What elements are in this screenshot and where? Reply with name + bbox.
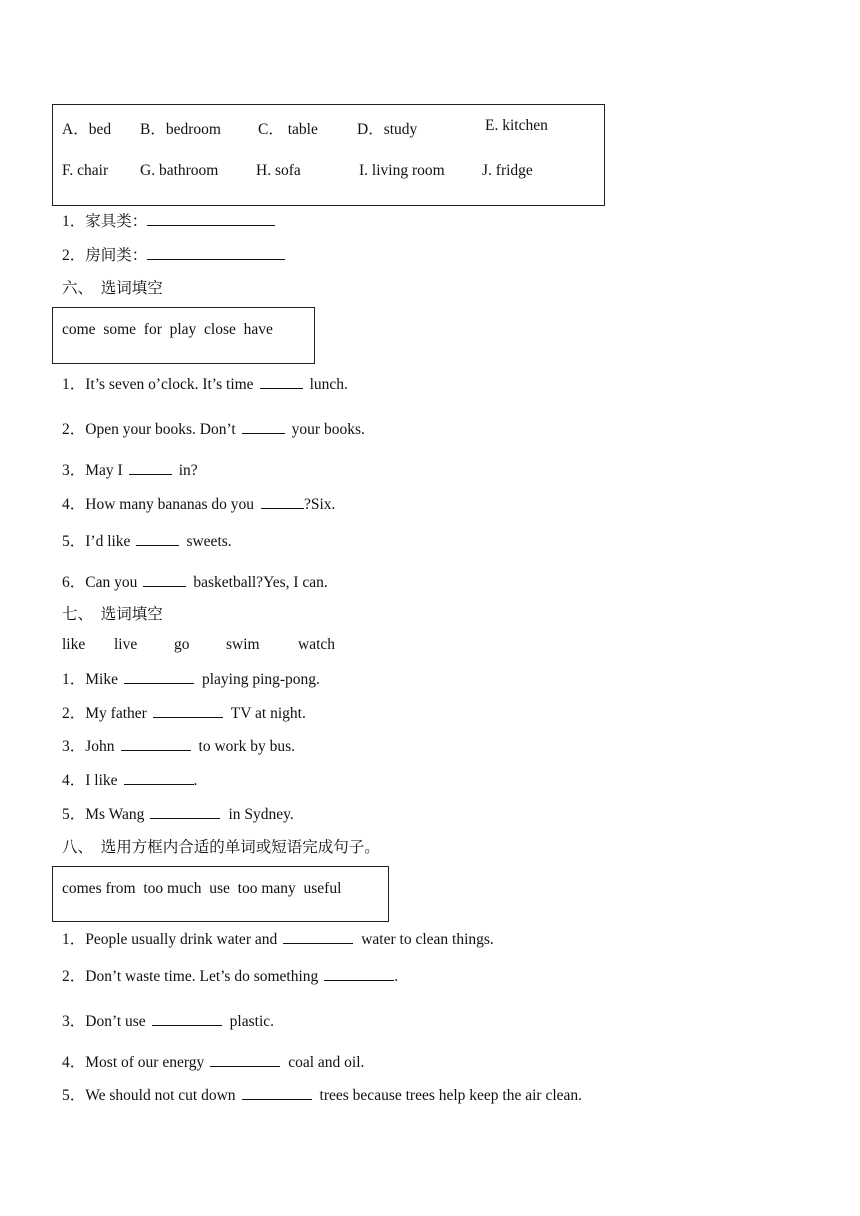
question-text: 5．I’d like bbox=[62, 533, 131, 550]
answer-blank[interactable] bbox=[129, 459, 172, 476]
option-e: E. kitchen bbox=[485, 117, 548, 134]
section-7-heading: 七、 选词填空 bbox=[62, 606, 163, 623]
s6-question-2 bbox=[62, 417, 365, 439]
question-text: . bbox=[394, 968, 399, 985]
s6-question-6 bbox=[62, 570, 328, 592]
section-6-heading: 六、 选词填空 bbox=[62, 280, 163, 297]
question-text: ?Six. bbox=[304, 496, 336, 513]
s6-question-4 bbox=[62, 492, 335, 514]
question-text: playing ping-pong. bbox=[201, 671, 320, 688]
question-text: 2．Open your books. Don’t bbox=[62, 421, 236, 438]
answer-blank[interactable] bbox=[242, 418, 285, 435]
s6-question-3 bbox=[62, 458, 198, 480]
question-text: 3．Don’t use bbox=[62, 1013, 146, 1030]
question-text: 2．My father bbox=[62, 705, 147, 722]
question-text: 5．We should not cut down bbox=[62, 1087, 236, 1104]
rooms-question bbox=[62, 243, 285, 265]
answer-blank[interactable] bbox=[147, 244, 285, 261]
option-b: B．bedroom bbox=[140, 121, 221, 138]
answer-blank[interactable] bbox=[143, 571, 186, 588]
option-c: C． table bbox=[258, 121, 318, 138]
furniture-question bbox=[62, 209, 275, 231]
s7-question-3 bbox=[62, 734, 295, 756]
question-text: 3．John bbox=[62, 738, 115, 755]
question-text: water to clean things. bbox=[361, 931, 494, 948]
question-text: 4．How many bananas do you bbox=[62, 496, 254, 513]
s7-question-5 bbox=[62, 802, 294, 824]
furniture-label: 1．家具类： bbox=[62, 213, 148, 230]
s8-question-5 bbox=[62, 1083, 582, 1105]
section-8-heading: 八、 选用方框内合适的单词或短语完成句子。 bbox=[62, 839, 380, 856]
option-j: J. fridge bbox=[482, 162, 533, 179]
question-text: your books. bbox=[291, 421, 365, 438]
answer-blank[interactable] bbox=[152, 1010, 222, 1027]
answer-blank[interactable] bbox=[283, 928, 353, 945]
question-text: in? bbox=[178, 462, 198, 479]
rooms-label: 2．房间类： bbox=[62, 247, 148, 264]
s7-question-4 bbox=[62, 768, 197, 790]
s7-question-1 bbox=[62, 667, 320, 689]
answer-blank[interactable] bbox=[124, 668, 194, 685]
question-text: 6．Can you bbox=[62, 574, 138, 591]
option-a: A．bed bbox=[62, 121, 112, 138]
question-text: 5．Ms Wang bbox=[62, 806, 145, 823]
word-bank-7-swim: swim bbox=[226, 636, 260, 653]
answer-blank[interactable] bbox=[124, 769, 194, 786]
question-text: . bbox=[193, 772, 198, 789]
s7-question-2 bbox=[62, 701, 306, 723]
option-d: D．study bbox=[357, 121, 418, 138]
question-text: coal and oil. bbox=[288, 1054, 365, 1071]
option-h: H. sofa bbox=[256, 162, 301, 179]
answer-blank[interactable] bbox=[324, 965, 394, 982]
s6-question-5 bbox=[62, 529, 232, 551]
question-text: 1．Mike bbox=[62, 671, 118, 688]
word-bank-7-go: go bbox=[174, 636, 190, 653]
question-text: basketball?Yes, I can. bbox=[193, 574, 328, 591]
question-text: TV at night. bbox=[230, 705, 306, 722]
question-text: 1．It’s seven o’clock. It’s time bbox=[62, 376, 254, 393]
answer-blank[interactable] bbox=[261, 493, 304, 510]
s8-question-3 bbox=[62, 1009, 274, 1031]
option-f: F. chair bbox=[62, 162, 109, 179]
answer-blank[interactable] bbox=[260, 373, 303, 390]
answer-blank[interactable] bbox=[136, 530, 179, 547]
s8-question-4 bbox=[62, 1050, 364, 1072]
question-text: lunch. bbox=[309, 376, 348, 393]
question-text: in Sydney. bbox=[228, 806, 294, 823]
word-bank-8: comes from too much use too many useful bbox=[62, 880, 342, 897]
s8-question-2 bbox=[62, 964, 398, 986]
answer-blank[interactable] bbox=[147, 210, 275, 227]
question-text: 1．People usually drink water and bbox=[62, 931, 278, 948]
question-text: trees because trees help keep the air clean. bbox=[319, 1087, 583, 1104]
s6-question-1 bbox=[62, 372, 348, 394]
question-text: 4．I like bbox=[62, 772, 118, 789]
option-i: I. living room bbox=[359, 162, 445, 179]
word-bank-7-live: live bbox=[114, 636, 138, 653]
question-text: 2．Don’t waste time. Let’s do something bbox=[62, 968, 319, 985]
question-text: to work by bus. bbox=[198, 738, 295, 755]
question-text: plastic. bbox=[229, 1013, 275, 1030]
option-g: G. bathroom bbox=[140, 162, 219, 179]
answer-blank[interactable] bbox=[153, 702, 223, 719]
answer-blank[interactable] bbox=[210, 1051, 280, 1068]
s8-question-1 bbox=[62, 927, 494, 949]
word-bank-7-watch: watch bbox=[298, 636, 336, 653]
question-text: 4．Most of our energy bbox=[62, 1054, 205, 1071]
question-text: sweets. bbox=[186, 533, 232, 550]
answer-blank[interactable] bbox=[150, 803, 220, 820]
question-text: 3．May I bbox=[62, 462, 123, 479]
word-bank-6: come some for play close have bbox=[62, 321, 273, 338]
answer-blank[interactable] bbox=[242, 1084, 312, 1101]
word-bank-7-like: like bbox=[62, 636, 86, 653]
answer-blank[interactable] bbox=[121, 735, 191, 752]
